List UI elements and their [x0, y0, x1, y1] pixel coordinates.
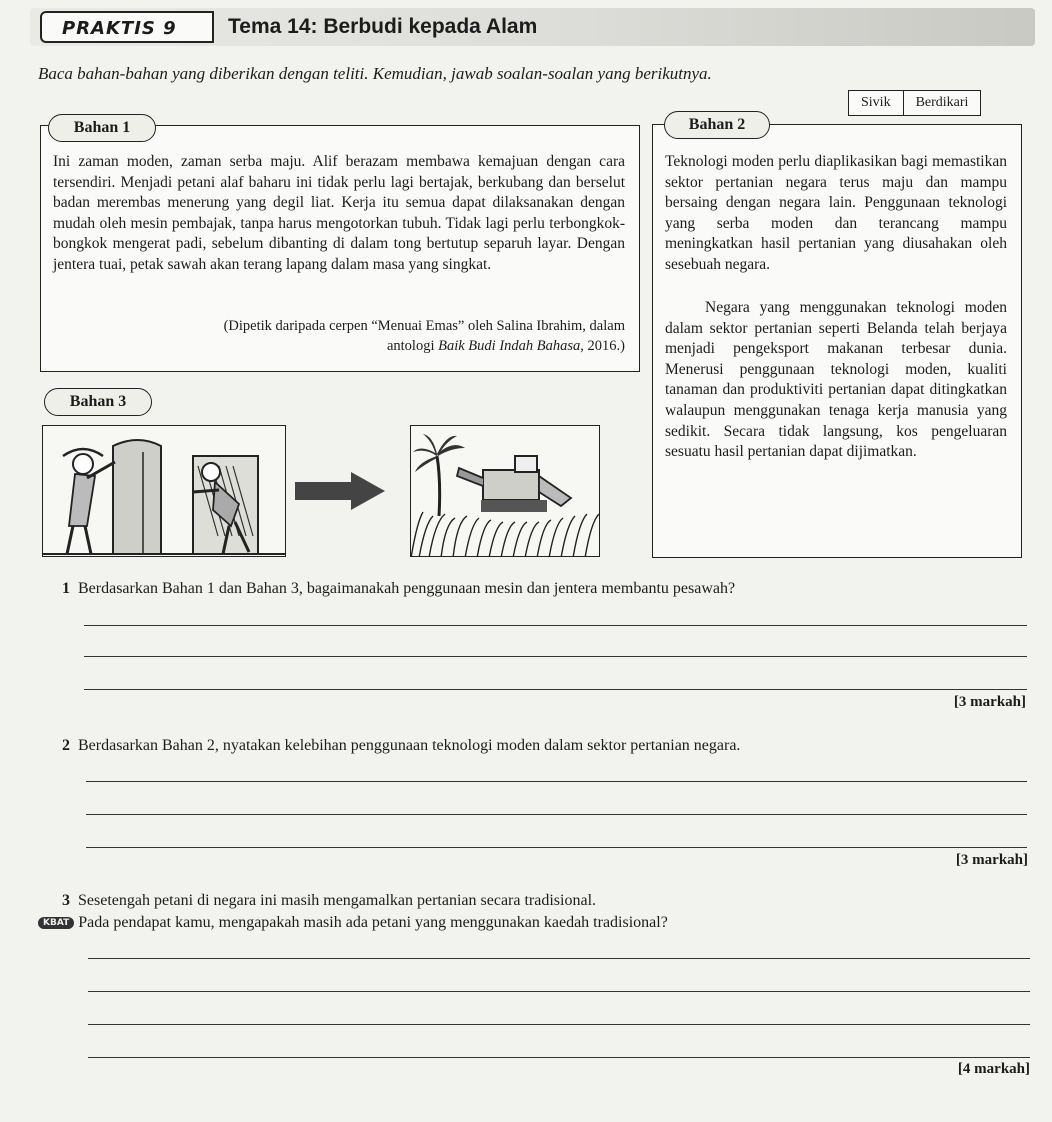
- citation-prefix: antologi: [386, 338, 439, 354]
- value-tags: [848, 90, 981, 116]
- question-3-text2: Pada pendapat kamu, mengapakah masih ada petani yang menggunakan kaedah tradisional?: [78, 914, 668, 931]
- answer-line[interactable]: [88, 1057, 1030, 1058]
- question-2-number: 2: [62, 737, 70, 754]
- question-1: [62, 580, 735, 598]
- question-2: [62, 737, 740, 755]
- bahan2-paragraph1: Teknologi moden perlu diaplikasikan bagi memastikan sektor pertanian negara terus maju dan mampu bersaing dengan negara lain. Penggunaan teknologi yang serba moden dan terancang mampu meningkatkan hasil pertanian yang diusahakan oleh sesebuah negara.: [665, 153, 1007, 273]
- bahan2-paragraph2: Negara yang menggunakan teknologi moden dalam sektor pertanian seperti Belanda telah berjaya menjadi pengeksport makanan terbesar dunia. Menerusi penggunaan teknologi moden, kualiti tanaman dan produktiviti pertanian dapat ditingkatkan walaupun menggunakan tenaga kerja manusia yang sedikit. Secara tidak langsung, kos pengeluaran sesuatu hasil pertanian dapat dijimatkan.: [665, 299, 1007, 461]
- question-3: [62, 892, 596, 910]
- praktis-badge: PRAKTIS 9: [40, 11, 214, 43]
- bahan1-label: Bahan 1: [48, 114, 156, 142]
- answer-line[interactable]: [84, 656, 1027, 657]
- harvester-illustration: [410, 425, 600, 557]
- citation-suffix: , 2016.): [580, 338, 625, 354]
- answer-line[interactable]: [84, 689, 1027, 690]
- bahan1-box: [40, 125, 640, 372]
- bahan2-box: [652, 124, 1022, 558]
- question-3-marks: [4 markah]: [957, 1061, 1030, 1077]
- traditional-farming-svg: [43, 426, 286, 557]
- answer-line[interactable]: [88, 1024, 1030, 1025]
- traditional-farming-illustration: [42, 425, 286, 557]
- answer-line[interactable]: [86, 847, 1027, 848]
- question-2-text: Berdasarkan Bahan 2, nyatakan kelebihan penggunaan teknologi moden dalam sektor pertanian negara.: [78, 737, 741, 754]
- instruction-text: Baca bahan-bahan yang diberikan dengan teliti. Kemudian, jawab soalan-soalan yang berikutnya.: [38, 64, 712, 83]
- citation-line1: (Dipetik daripada cerpen “Menuai Emas” oleh Salina Ibrahim, dalam: [223, 318, 625, 334]
- tag-sivik: Sivik: [861, 95, 891, 110]
- bahan1-citation: [65, 316, 625, 356]
- citation-title: Baik Budi Indah Bahasa: [438, 338, 581, 354]
- arrow-right-icon: [295, 470, 387, 512]
- harvester-svg: [411, 426, 600, 557]
- question-1-number: 1: [62, 580, 70, 597]
- question-3-text: Sesetengah petani di negara ini masih mengamalkan pertanian secara tradisional.: [78, 892, 597, 909]
- question-2-marks: [3 markah]: [955, 852, 1028, 868]
- bahan2-label: Bahan 2: [664, 111, 770, 139]
- question-1-text: Berdasarkan Bahan 1 dan Bahan 3, bagaimanakah penggunaan mesin dan jentera membantu pesawah?: [78, 580, 736, 597]
- kbat-badge: KBAT: [38, 917, 74, 929]
- answer-line[interactable]: [86, 781, 1027, 782]
- theme-title: Tema 14: Berbudi kepada Alam: [228, 15, 538, 38]
- bahan1-text: Ini zaman moden, zaman serba maju. Alif berazam membawa kemajuan dengan cara tersendiri. Menjadi petani alaf baharu ini tidak perlu lagi bertajak, berkubang dan berselut badan merembas menerung yang degil liat. Kerja itu semua dapat dilaksanakan dengan mudah oleh mesin pembajak, tanpa harus mengotorkan tubuh. Tidak lagi perlu terbongkok-bongkok mengerat padi, sebelum dibanting di dalam tong bertutup separuh layar. Dengan jentera tuai, petak sawah akan terang lapang dalam masa yang singkat.: [53, 153, 625, 273]
- question-1-marks: [3 markah]: [953, 694, 1026, 710]
- question-3-number: 3: [62, 892, 70, 909]
- answer-line[interactable]: [88, 958, 1030, 959]
- question-3-subquestion: [38, 914, 668, 932]
- bahan3-label: Bahan 3: [44, 388, 152, 416]
- answer-line[interactable]: [86, 814, 1027, 815]
- answer-line[interactable]: [84, 625, 1027, 626]
- tag-berdikari: Berdikari: [903, 91, 981, 115]
- citation-line2: [65, 336, 625, 356]
- answer-line[interactable]: [88, 991, 1030, 992]
